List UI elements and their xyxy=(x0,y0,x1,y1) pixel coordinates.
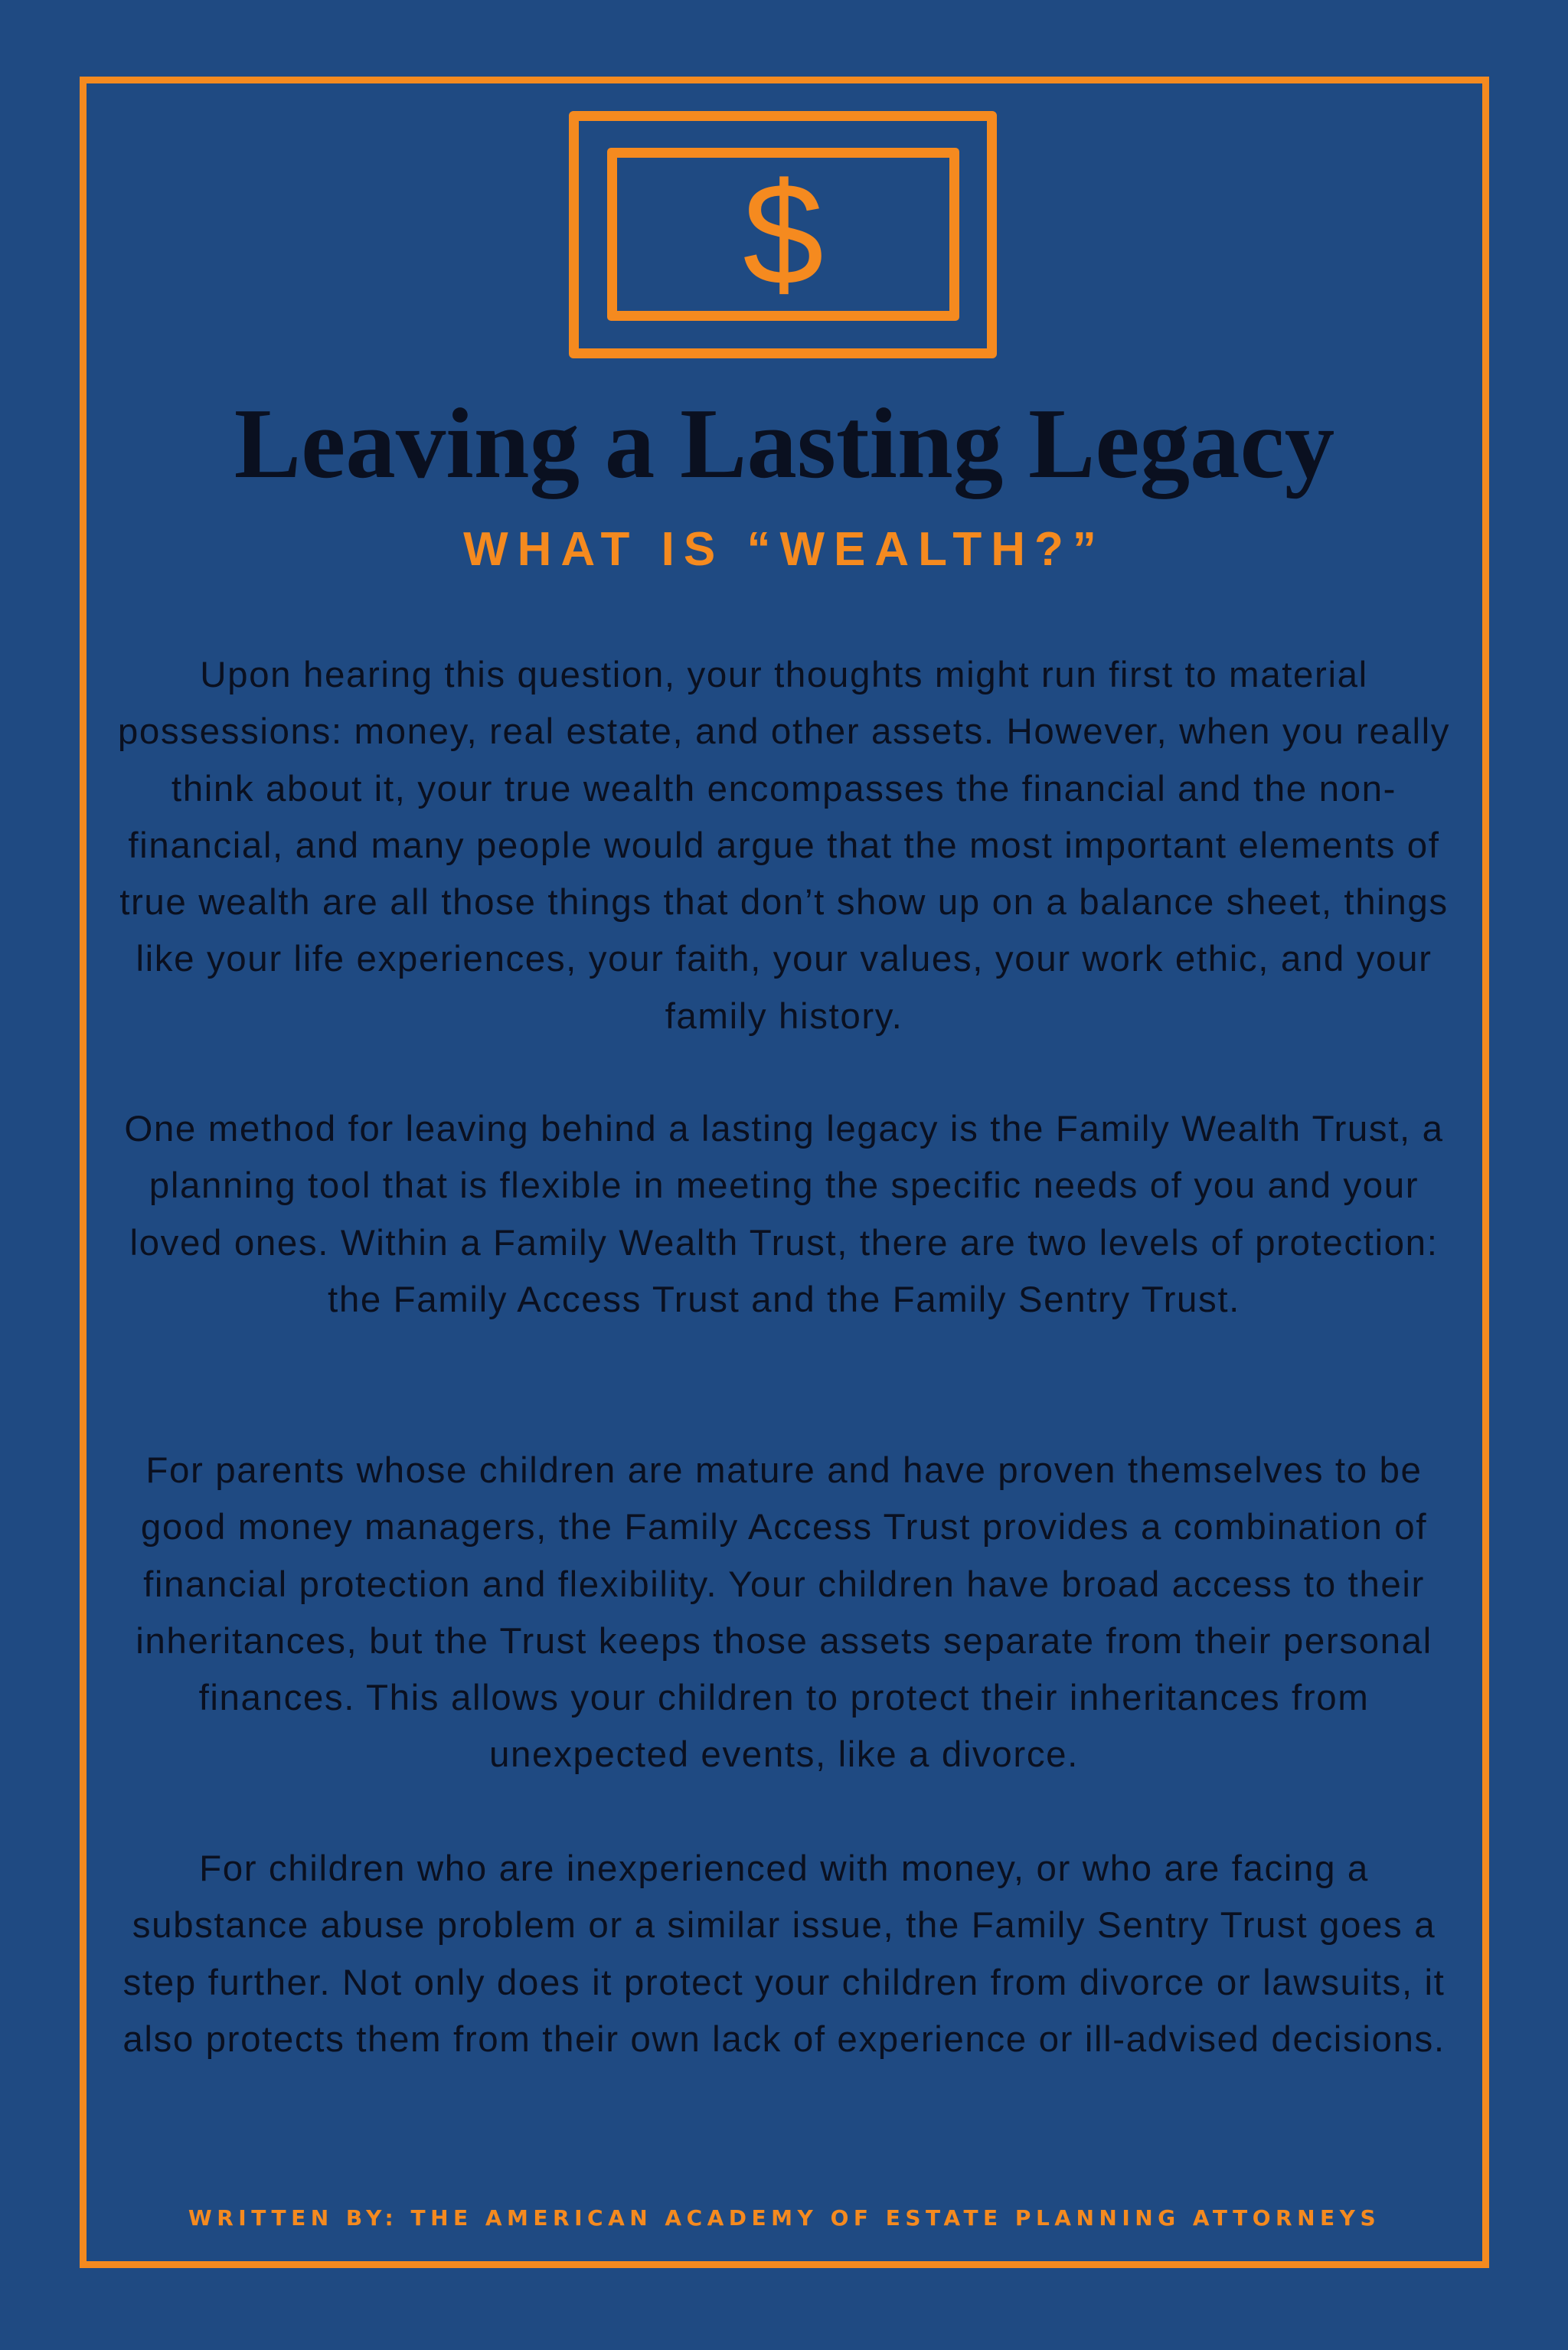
page-subtitle: WHAT IS “WEALTH?” xyxy=(463,523,1106,576)
paragraph-family-access-trust: For parents whose children are mature and have proven themselves to be good money managers, the Family Access Trust provides a combination of financial protection and flexibility. Your children have broad access to their inheritances, but the Trust keeps those assets separate from their personal finances. This allows your children to protect their inheritances from unexpected events, like a divorce. xyxy=(136,1450,1432,1776)
dollar-sign-icon: $ xyxy=(743,153,824,315)
author-credit: WRITTEN BY: THE AMERICAN ACADEMY OF ESTATE PLANNING ATTORNEYS xyxy=(188,2205,1381,2231)
paragraph-family-sentry-trust: For children who are inexperienced with money, or who are facing a substance abuse problem or a similar issue, the Family Sentry Trust goes a step further. Not only does it protect your children from divorce or lawsuits, it also protects them from their own lack of experience or ill-advised decisions. xyxy=(122,1848,1446,2060)
page-title: Leaving a Lasting Legacy xyxy=(234,388,1335,499)
paragraph-what-is-wealth: Upon hearing this question, your thoughts might run first to material possessions: money, real estate, and other assets. However, when you really think about it, your true wealth encompasses the financial and the non-financial, and many people would argue that the most important elements of true wealth are all those things that don’t show up on a balance sheet, things like your life experiences, your faith, your values, your work ethic, and your family history. xyxy=(117,655,1451,1037)
paragraph-family-wealth-trust: One method for leaving behind a lasting legacy is the Family Wealth Trust, a planning tool that is flexible in meeting the specific needs of you and your loved ones. Within a Family Wealth Trust, there are two levels of protection: the Family Access Trust and the Family Sentry Trust. xyxy=(124,1109,1444,1320)
